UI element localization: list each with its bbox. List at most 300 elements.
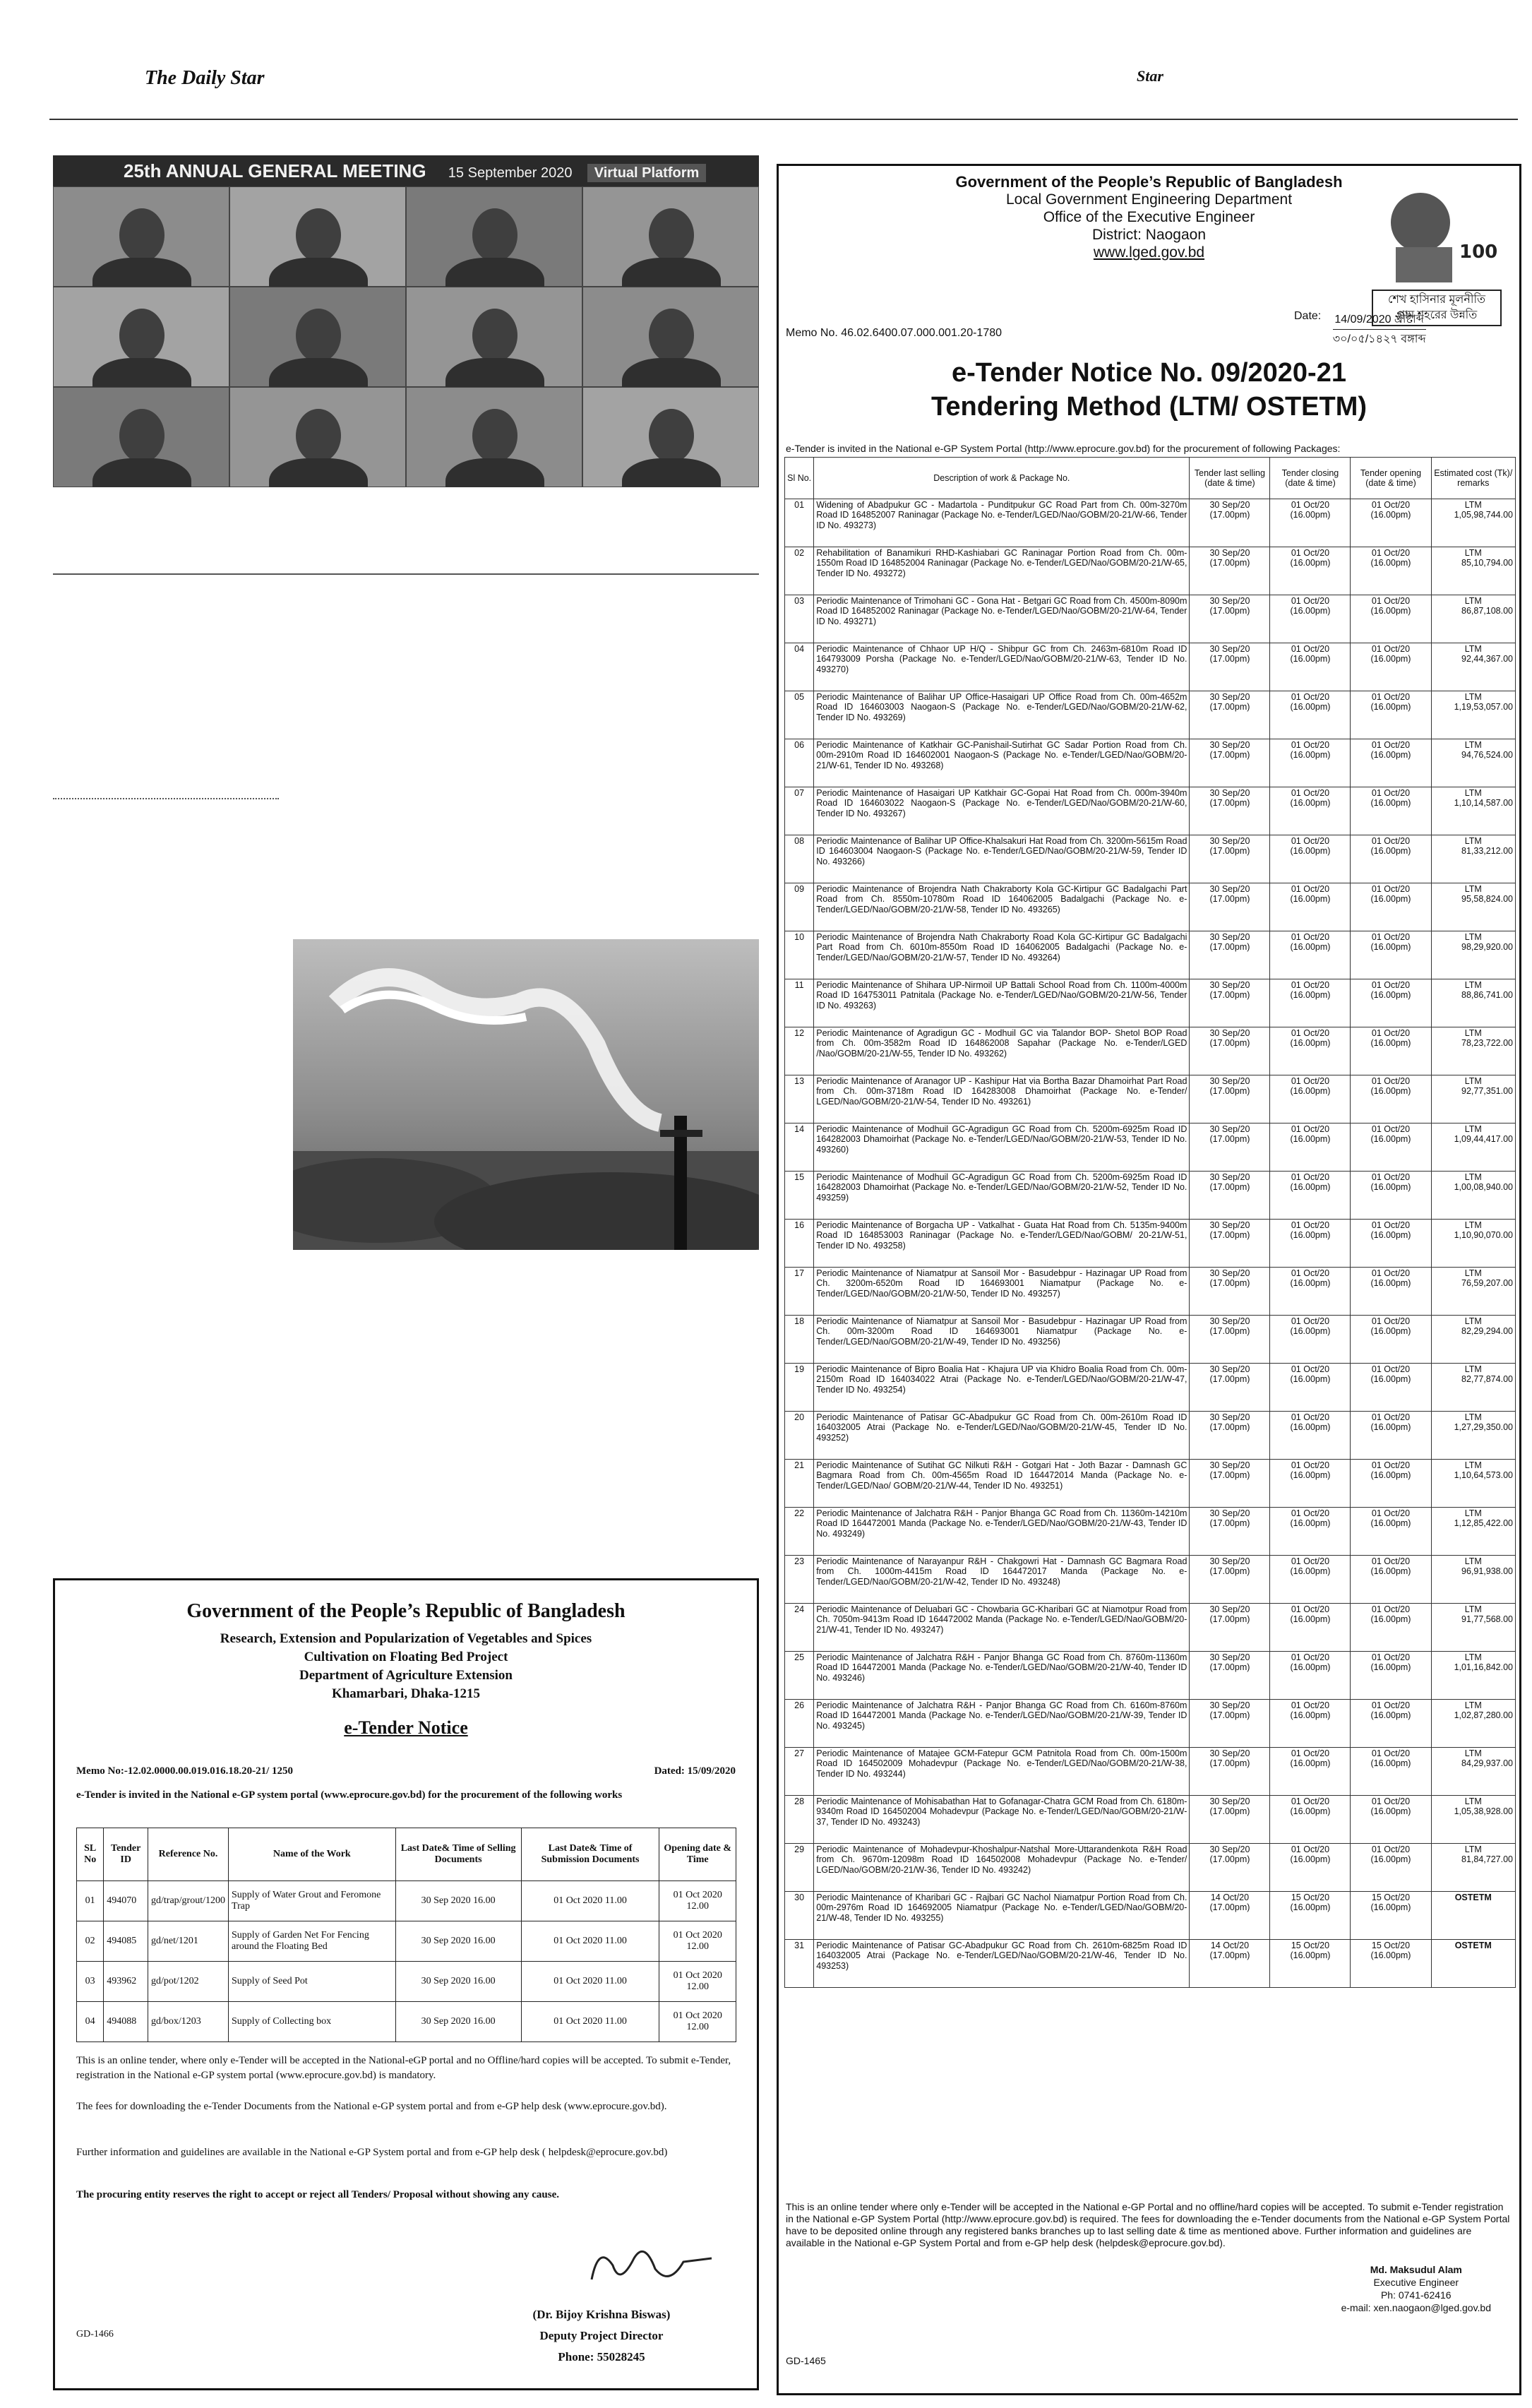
table-cell: 01 Oct 2020 12.00 xyxy=(659,1881,736,1921)
closing-date-cell: 01 Oct/20 (16.00pm) xyxy=(1270,1220,1351,1268)
cost-cell xyxy=(1431,1748,1515,1796)
masthead-right: Star xyxy=(1137,67,1163,85)
participant-body xyxy=(269,458,368,487)
opening-date-cell: 01 Oct/20 (16.00pm) xyxy=(1351,739,1431,787)
opening-date-cell: 01 Oct/20 (16.00pm) xyxy=(1351,883,1431,931)
serial-cell: 31 xyxy=(785,1940,814,1988)
opening-date-cell: 15 Oct/20 (16.00pm) xyxy=(1351,1940,1431,1988)
selling-date-cell: 30 Sep/20 (17.00pm) xyxy=(1190,595,1270,643)
tender-notice-number: e-Tender Notice No. 09/2020-21 xyxy=(952,358,1346,388)
description-cell: Periodic Maintenance of Niamatpur at Sansoil Mor - Basudebpur - Hazinagar UP Road from Ch. 00m-3200m Road ID 164693001 Niamatpur (Package No. e-Tender/LGED/Nao/GOBM/20-21/W-49, Tender ID No. 493256) xyxy=(814,1316,1190,1364)
closing-date-cell: 01 Oct/20 (16.00pm) xyxy=(1270,1604,1351,1652)
package-row xyxy=(785,1364,1516,1412)
opening-date-cell: 01 Oct/20 (16.00pm) xyxy=(1351,1027,1431,1075)
serial-cell: 20 xyxy=(785,1412,814,1460)
table-cell: 494070 xyxy=(104,1881,148,1921)
package-row xyxy=(785,1508,1516,1556)
cost-cell xyxy=(1431,979,1515,1027)
closing-date-cell: 01 Oct/20 (16.00pm) xyxy=(1270,1652,1351,1700)
cost-cell xyxy=(1431,1123,1515,1172)
method-label: LTM xyxy=(1464,692,1482,702)
method-label: LTM xyxy=(1464,1124,1482,1134)
date-label: Date: xyxy=(1294,310,1322,322)
participant xyxy=(119,409,164,463)
opening-date-cell: 01 Oct/20 (16.00pm) xyxy=(1351,1508,1431,1556)
serial-cell: 09 xyxy=(785,883,814,931)
cost-cell xyxy=(1431,1556,1515,1604)
description-cell: Periodic Maintenance of Brojendra Nath Chakraborty Road Kola GC-Kirtipur GC Badalgachi Part Road from Ch. 6010m-8550m Road ID 164062005 Badalgachi (Package No. e-Tender/LGED/Nao/GOBM/20-21/W-57, Tender ID No. 493264) xyxy=(814,931,1190,979)
cost-cell xyxy=(1431,1604,1515,1652)
column-header: Opening date & Time xyxy=(659,1828,736,1881)
opening-date-cell: 01 Oct/20 (16.00pm) xyxy=(1351,979,1431,1027)
package-row xyxy=(785,595,1516,643)
estimated-cost: 1,27,29,350.00 xyxy=(1454,1422,1513,1433)
notice-date: Dated: 15/09/2020 xyxy=(654,1765,736,1777)
package-row xyxy=(785,1027,1516,1075)
notice-sub2: Cultivation on Floating Bed Project xyxy=(304,1650,508,1664)
selling-date-cell: 30 Sep/20 (17.00pm) xyxy=(1190,1220,1270,1268)
estimated-cost: 1,00,08,940.00 xyxy=(1454,1182,1513,1193)
cost-cell xyxy=(1431,595,1515,643)
closing-date-cell: 01 Oct/20 (16.00pm) xyxy=(1270,499,1351,547)
participant-body xyxy=(445,458,544,487)
memo-number: Memo No:-12.02.0000.00.019.016.18.20-21/ 1250 xyxy=(76,1765,294,1777)
description-cell: Widening of Abadpukur GC - Madartola - Punditpukur GC Road Part from Ch. 00m-3270m Road ID 164852007 Raninagar (Package No. e-Tender/LGED/Nao/GOBM/20-21/W-66, Tender ID No. 493273) xyxy=(814,499,1190,547)
description-cell: Periodic Maintenance of Kharibari GC - Rajbari GC Nachol Niamatpur Portion Road from Ch. 00m-2976m Road ID 164692005 Niamatpur (Package No. e-Tender/LGED/Nao/GOBM/20-21/W-48, Tender ID No. 493255) xyxy=(814,1892,1190,1940)
dae-tender-table xyxy=(76,1828,736,2042)
estimated-cost: 82,29,294.00 xyxy=(1461,1326,1513,1337)
participant-body xyxy=(622,458,721,487)
description-cell: Periodic Maintenance of Modhuil GC-Agradigun GC Road from Ch. 5200m-6925m Road ID 164282003 Dhamoirhat (Package No. e-Tender/LGED/Nao/GOBM/20-21/W-52, Tender ID No. 493259) xyxy=(814,1172,1190,1220)
selling-date-cell: 30 Sep/20 (17.00pm) xyxy=(1190,1508,1270,1556)
cost-cell xyxy=(1431,739,1515,787)
video-tile xyxy=(229,387,406,487)
serial-cell: 26 xyxy=(785,1700,814,1748)
table-cell: 01 Oct 2020 12.00 xyxy=(659,1962,736,2002)
opening-date-cell: 01 Oct/20 (16.00pm) xyxy=(1351,691,1431,739)
description-cell: Periodic Maintenance of Patisar GC-Abadpukur GC Road from Ch. 2610m-6825m Road ID 164032005 Atrai (Package No. e-Tender/LGED/Nao/GOBM/20-21/W-46, Tender ID No. 493253) xyxy=(814,1940,1190,1988)
estimated-cost: 1,19,53,057.00 xyxy=(1454,702,1513,713)
cost-cell xyxy=(1431,1508,1515,1556)
method-label: LTM xyxy=(1464,644,1482,654)
estimated-cost: 88,86,741.00 xyxy=(1461,990,1513,1001)
table-cell: Supply of Garden Net For Fencing around the Floating Bed xyxy=(229,1921,396,1962)
video-tile xyxy=(582,186,759,287)
video-tile xyxy=(582,287,759,387)
cost-cell xyxy=(1431,1652,1515,1700)
table-row xyxy=(77,1881,736,1921)
package-row xyxy=(785,883,1516,931)
serial-cell: 15 xyxy=(785,1172,814,1220)
estimated-cost: 91,77,568.00 xyxy=(1461,1614,1513,1625)
description-cell: Periodic Maintenance of Balihar UP Office-Khalsakuri Hat Road from Ch. 3200m-5615m Road ID 164603004 Naogaon-S (Package No. e-Tender/LGED/Nao/GOBM/20-21/W-59, Tender ID No. 493266) xyxy=(814,835,1190,883)
table-cell: 494088 xyxy=(104,2002,148,2042)
package-row xyxy=(785,1075,1516,1123)
column-header: Sl No. xyxy=(785,458,814,499)
participant xyxy=(649,208,694,262)
lged-sig-title: Executive Engineer xyxy=(1373,2277,1459,2288)
flare-photo xyxy=(293,939,759,1250)
package-row xyxy=(785,499,1516,547)
column-header: Estimated cost (Tk)/ remarks xyxy=(1431,458,1515,499)
opening-date-cell: 01 Oct/20 (16.00pm) xyxy=(1351,931,1431,979)
closing-date-cell: 15 Oct/20 (16.00pm) xyxy=(1270,1940,1351,1988)
opening-date-cell: 01 Oct/20 (16.00pm) xyxy=(1351,595,1431,643)
closing-date-cell: 01 Oct/20 (16.00pm) xyxy=(1270,1316,1351,1364)
agm-photo xyxy=(53,155,759,487)
participant xyxy=(649,409,694,463)
serial-cell: 19 xyxy=(785,1364,814,1412)
lged-signatory xyxy=(1341,2263,1491,2314)
estimated-cost: 81,33,212.00 xyxy=(1461,846,1513,857)
selling-date-cell: 30 Sep/20 (17.00pm) xyxy=(1190,931,1270,979)
opening-date-cell: 01 Oct/20 (16.00pm) xyxy=(1351,1556,1431,1604)
cost-cell xyxy=(1431,499,1515,547)
lged-district: District: Naogaon xyxy=(1091,227,1207,243)
serial-cell: 01 xyxy=(785,499,814,547)
serial-cell: 10 xyxy=(785,931,814,979)
lged-website[interactable]: www.lged.gov.bd xyxy=(1093,244,1205,261)
participant xyxy=(472,409,517,463)
lged-date-block xyxy=(1294,310,1426,349)
participant xyxy=(472,309,517,362)
method-label: LTM xyxy=(1464,1700,1482,1710)
dotted-line xyxy=(53,798,279,799)
serial-cell: 08 xyxy=(785,835,814,883)
opening-date-cell: 01 Oct/20 (16.00pm) xyxy=(1351,499,1431,547)
package-row xyxy=(785,931,1516,979)
closing-date-cell: 01 Oct/20 (16.00pm) xyxy=(1270,979,1351,1027)
serial-cell: 22 xyxy=(785,1508,814,1556)
video-tile xyxy=(582,387,759,487)
banner-platform: Virtual Platform xyxy=(587,164,707,182)
serial-cell: 18 xyxy=(785,1316,814,1364)
table-cell: 30 Sep 2020 16.00 xyxy=(395,1921,521,1962)
serial-cell: 13 xyxy=(785,1075,814,1123)
estimated-cost: 98,29,920.00 xyxy=(1461,942,1513,953)
package-row xyxy=(785,835,1516,883)
participant xyxy=(296,309,341,362)
opening-date-cell: 01 Oct/20 (16.00pm) xyxy=(1351,1316,1431,1364)
package-row xyxy=(785,787,1516,835)
description-cell: Rehabilitation of Banamikuri RHD-Kashiabari GC Raninagar Portion Road from Ch. 00m-1550m Road ID 164852004 Raninagar (Package No. e-Tender/LGED/Nao/GOBM/20-21/W-65, Tender ID No. 493272) xyxy=(814,547,1190,595)
package-row xyxy=(785,1460,1516,1508)
closing-date-cell: 01 Oct/20 (16.00pm) xyxy=(1270,1172,1351,1220)
estimated-cost: 1,05,38,928.00 xyxy=(1454,1806,1513,1817)
estimated-cost: 92,44,367.00 xyxy=(1461,654,1513,664)
estimated-cost: 78,23,722.00 xyxy=(1461,1038,1513,1049)
method-label: LTM xyxy=(1464,1508,1482,1518)
method-label: LTM xyxy=(1464,1796,1482,1806)
signatory-name: (Dr. Bijoy Krishna Biswas) xyxy=(532,2308,671,2321)
cost-cell xyxy=(1431,1844,1515,1892)
description-cell: Periodic Maintenance of Modhuil GC-Agradigun GC Road from Ch. 5200m-6925m Road ID 164282003 Dhamoirhat (Package No. e-Tender/LGED/Nao/GOBM/20-21/W-53, Tender ID No. 493260) xyxy=(814,1123,1190,1172)
video-tile xyxy=(53,387,229,487)
table-cell: gd/pot/1202 xyxy=(148,1962,229,2002)
closing-date-cell: 01 Oct/20 (16.00pm) xyxy=(1270,1412,1351,1460)
package-row xyxy=(785,691,1516,739)
table-cell: 03 xyxy=(77,1962,104,2002)
opening-date-cell: 01 Oct/20 (16.00pm) xyxy=(1351,1748,1431,1796)
opening-date-cell: 01 Oct/20 (16.00pm) xyxy=(1351,1796,1431,1844)
lged-sig-name: Md. Maksudul Alam xyxy=(1370,2264,1462,2275)
method-label: OSTETM xyxy=(1454,1941,1492,1950)
table-cell: 01 Oct 2020 12.00 xyxy=(659,2002,736,2042)
video-tile xyxy=(406,287,582,387)
table-cell: 01 Oct 2020 11.00 xyxy=(521,1921,659,1962)
participant-body xyxy=(92,458,191,487)
selling-date-cell: 30 Sep/20 (17.00pm) xyxy=(1190,1700,1270,1748)
date-gregorian: 14/09/2020 খ্রীষ্টাব্দ xyxy=(1333,310,1426,330)
selling-date-cell: 30 Sep/20 (17.00pm) xyxy=(1190,1556,1270,1604)
table-cell: 01 Oct 2020 11.00 xyxy=(521,2002,659,2042)
closing-date-cell: 01 Oct/20 (16.00pm) xyxy=(1270,1700,1351,1748)
package-row xyxy=(785,1172,1516,1220)
closing-date-cell: 01 Oct/20 (16.00pm) xyxy=(1270,883,1351,931)
selling-date-cell: 30 Sep/20 (17.00pm) xyxy=(1190,883,1270,931)
description-cell: Periodic Maintenance of Trimohani GC - Gona Hat - Betgari GC Road from Ch. 4500m-8090m Road ID 164852002 Raninagar (Package No. e-Tender/LGED/Nao/GOBM/20-21/W-64, Tender ID No. 493271) xyxy=(814,595,1190,643)
method-label: LTM xyxy=(1464,1412,1482,1422)
method-label: OSTETM xyxy=(1454,1893,1492,1902)
selling-date-cell: 30 Sep/20 (17.00pm) xyxy=(1190,1316,1270,1364)
opening-date-cell: 01 Oct/20 (16.00pm) xyxy=(1351,835,1431,883)
svg-text:100: 100 xyxy=(1459,242,1498,263)
slogan-line1: শেখ হাসিনার মূলনীতি xyxy=(1387,294,1486,306)
serial-cell: 05 xyxy=(785,691,814,739)
signature-mark xyxy=(578,2237,719,2294)
package-row xyxy=(785,1892,1516,1940)
participant xyxy=(472,208,517,262)
closing-date-cell: 01 Oct/20 (16.00pm) xyxy=(1270,1844,1351,1892)
cost-cell xyxy=(1431,883,1515,931)
estimated-cost: 1,01,16,842.00 xyxy=(1454,1662,1513,1673)
opening-date-cell: 01 Oct/20 (16.00pm) xyxy=(1351,1460,1431,1508)
lged-sig-phone: Ph: 0741-62416 xyxy=(1380,2289,1452,2301)
estimated-cost: 76,59,207.00 xyxy=(1461,1278,1513,1289)
serial-cell: 29 xyxy=(785,1844,814,1892)
method-label: LTM xyxy=(1464,548,1482,558)
banner-title: 25th ANNUAL GENERAL MEETING xyxy=(124,160,426,181)
serial-cell: 02 xyxy=(785,547,814,595)
lged-dept: Local Government Engineering Department xyxy=(1005,191,1293,208)
cost-cell xyxy=(1431,643,1515,691)
method-label: LTM xyxy=(1464,1268,1482,1278)
closing-date-cell: 01 Oct/20 (16.00pm) xyxy=(1270,1796,1351,1844)
package-row xyxy=(785,1652,1516,1700)
selling-date-cell: 30 Sep/20 (17.00pm) xyxy=(1190,979,1270,1027)
closing-date-cell: 01 Oct/20 (16.00pm) xyxy=(1270,1123,1351,1172)
video-tile xyxy=(53,287,229,387)
table-cell: Supply of Water Grout and Feromone Trap xyxy=(229,1881,396,1921)
lged-package-table xyxy=(784,457,1516,1988)
closing-date-cell: 01 Oct/20 (16.00pm) xyxy=(1270,1508,1351,1556)
estimated-cost: 86,87,108.00 xyxy=(1461,606,1513,616)
selling-date-cell: 30 Sep/20 (17.00pm) xyxy=(1190,1796,1270,1844)
opening-date-cell: 01 Oct/20 (16.00pm) xyxy=(1351,1268,1431,1316)
lged-sig-email: e-mail: xen.naogaon@lged.gov.bd xyxy=(1341,2302,1491,2313)
method-label: LTM xyxy=(1464,884,1482,894)
closing-date-cell: 01 Oct/20 (16.00pm) xyxy=(1270,1364,1351,1412)
cost-cell xyxy=(1431,1075,1515,1123)
method-label: LTM xyxy=(1464,1556,1482,1566)
package-row xyxy=(785,1940,1516,1988)
lged-tender-notice xyxy=(777,164,1521,2395)
gd-code-right: GD-1465 xyxy=(786,2355,826,2366)
estimated-cost: 1,12,85,422.00 xyxy=(1454,1518,1513,1529)
package-row xyxy=(785,979,1516,1027)
method-label: LTM xyxy=(1464,836,1482,846)
estimated-cost: 81,84,727.00 xyxy=(1461,1854,1513,1865)
table-cell: 01 xyxy=(77,1881,104,1921)
description-cell: Periodic Maintenance of Aranagor UP - Kashipur Hat via Bortha Bazar Dhamoirhat Part Road from Ch. 00m-3718m Road ID 164283008 Dhamoirhat (Package No. e-Tender/ LGED/Nao/GOBM/20-21/W-54, Tender ID No. 493261) xyxy=(814,1075,1190,1123)
closing-date-cell: 01 Oct/20 (16.00pm) xyxy=(1270,1556,1351,1604)
serial-cell: 28 xyxy=(785,1796,814,1844)
notice-para-fees: The fees for downloading the e-Tender Documents from the National e-GP system portal and from e-GP help desk (www.eprocure.gov.bd). xyxy=(76,2101,667,2112)
table-cell: gd/box/1203 xyxy=(148,2002,229,2042)
method-label: LTM xyxy=(1464,1652,1482,1662)
package-row xyxy=(785,1412,1516,1460)
method-label: LTM xyxy=(1464,788,1482,798)
closing-date-cell: 01 Oct/20 (16.00pm) xyxy=(1270,1460,1351,1508)
cost-cell xyxy=(1431,1412,1515,1460)
closing-date-cell: 01 Oct/20 (16.00pm) xyxy=(1270,1075,1351,1123)
opening-date-cell: 01 Oct/20 (16.00pm) xyxy=(1351,1604,1431,1652)
selling-date-cell: 30 Sep/20 (17.00pm) xyxy=(1190,739,1270,787)
opening-date-cell: 01 Oct/20 (16.00pm) xyxy=(1351,787,1431,835)
selling-date-cell: 30 Sep/20 (17.00pm) xyxy=(1190,1172,1270,1220)
package-row xyxy=(785,643,1516,691)
notice-intro: e-Tender is invited in the National e-GP system portal (www.eprocure.gov.bd) for the procurement of the following works xyxy=(76,1789,623,1801)
cost-cell xyxy=(1431,1796,1515,1844)
package-row xyxy=(785,1123,1516,1172)
table-cell: Supply of Seed Pot xyxy=(229,1962,396,2002)
notice-para-reserve: The procuring entity reserves the right to accept or reject all Tenders/ Proposal without showing any cause. xyxy=(76,2189,559,2200)
serial-cell: 11 xyxy=(785,979,814,1027)
column-header: Tender last selling (date & time) xyxy=(1190,458,1270,499)
serial-cell: 23 xyxy=(785,1556,814,1604)
mujib-logo xyxy=(1382,180,1502,286)
package-row xyxy=(785,1844,1516,1892)
column-header: Tender ID xyxy=(104,1828,148,1881)
closing-date-cell: 01 Oct/20 (16.00pm) xyxy=(1270,1748,1351,1796)
selling-date-cell: 30 Sep/20 (17.00pm) xyxy=(1190,1364,1270,1412)
lged-memo: Memo No. 46.02.6400.07.000.001.20-1780 xyxy=(786,327,1003,339)
tendering-method: Tendering Method (LTM/ OSTETM) xyxy=(930,392,1368,422)
description-cell: Periodic Maintenance of Niamatpur at Sansoil Mor - Basudebpur - Hazinagar UP Road from Ch. 3200m-6520m Road ID 164693001 Niamatpur (Package No. e-Tender/LGED/Nao/GOBM/20-21/W-50, Tender ID No. 493257) xyxy=(814,1268,1190,1316)
estimated-cost: 82,77,874.00 xyxy=(1461,1374,1513,1385)
masthead-left: The Daily Star xyxy=(145,67,265,89)
cost-cell xyxy=(1431,1268,1515,1316)
selling-date-cell: 30 Sep/20 (17.00pm) xyxy=(1190,1123,1270,1172)
signatory-title: Deputy Project Director xyxy=(539,2329,664,2342)
participant xyxy=(119,208,164,262)
flare-illustration xyxy=(293,939,759,1250)
package-row xyxy=(785,1796,1516,1844)
cost-cell xyxy=(1431,835,1515,883)
description-cell: Periodic Maintenance of Jalchatra R&H - Panjor Bhanga GC Road from Ch. 8760m-11360m Road ID 164472001 Manda (Package No. e-Tender/LGED/Nao/GOBM/20-21/W-40, Tender ID No. 493246) xyxy=(814,1652,1190,1700)
package-row xyxy=(785,1316,1516,1364)
description-cell: Periodic Maintenance of Jalchatra R&H - Panjor Bhanga GC Road from Ch. 11360m-14210m Road ID 164472001 Manda (Package No. e-Tender/LGED/Nao/GOBM/20-21/W-43, Tender ID No. 493249) xyxy=(814,1508,1190,1556)
description-cell: Periodic Maintenance of Agradigun GC - Modhuil GC via Talandor BOP- Shetol BOP Road from Ch. 00m-3582m Road ID 164862008 Sapahar (Package No. e-Tender/LGED /Nao/GOBM/20-21/W-55, Tender ID No. 493262) xyxy=(814,1027,1190,1075)
estimated-cost: 1,10,90,070.00 xyxy=(1454,1230,1513,1241)
method-label: LTM xyxy=(1464,1076,1482,1086)
description-cell: Periodic Maintenance of Deluabari GC - Chowbaria GC-Kharibari GC at Niamotpur Road from Ch. 7050m-9413m Road ID 164472002 Manda (Package No. e-Tender/LGED/Nao/GOBM/20-21/W-41, Tender ID No. 493247) xyxy=(814,1604,1190,1652)
notice-heading: e-Tender Notice xyxy=(344,1717,468,1738)
package-row xyxy=(785,1700,1516,1748)
photo-banner xyxy=(53,155,759,186)
participant xyxy=(296,208,341,262)
notice-sub1: Research, Extension and Popularization of Vegetables and Spices xyxy=(220,1631,592,1646)
serial-cell: 14 xyxy=(785,1123,814,1172)
estimated-cost: 95,58,824.00 xyxy=(1461,894,1513,905)
serial-cell: 25 xyxy=(785,1652,814,1700)
serial-cell: 27 xyxy=(785,1748,814,1796)
selling-date-cell: 30 Sep/20 (17.00pm) xyxy=(1190,1268,1270,1316)
notice-title: Government of the People’s Republic of Bangladesh xyxy=(186,1600,626,1622)
cost-cell xyxy=(1431,1364,1515,1412)
estimated-cost: 1,10,14,587.00 xyxy=(1454,798,1513,809)
column-header: Last Date& Time of Selling Documents xyxy=(395,1828,521,1881)
description-cell: Periodic Maintenance of Matajee GCM-Fatepur GCM Patnitola Road from Ch. 00m-1500m Road ID 164502009 Mohadevpur (Package No. e-Tender/LGED/Nao/GOBM/20-21/W-38, Tender ID No. 493244) xyxy=(814,1748,1190,1796)
opening-date-cell: 01 Oct/20 (16.00pm) xyxy=(1351,1075,1431,1123)
description-cell: Periodic Maintenance of Mohisabathan Hat to Gofanagar-Chatra GCM Road from Ch. 6180m-9340m Road ID 164502004 Mohadevpur (Package No. e-Tender/LGED/Nao/GOBM/20-21/W-37, Tender ID No. 493243) xyxy=(814,1796,1190,1844)
cost-cell xyxy=(1431,1220,1515,1268)
cost-cell xyxy=(1431,691,1515,739)
description-cell: Periodic Maintenance of Balihar UP Office-Hasaigari UP Office Road from Ch. 00m-4652m Road ID 164603003 Naogaon-S (Package No. e-Tender/LGED/Nao/GOBM/20-21/W-62, Tender ID No. 493269) xyxy=(814,691,1190,739)
cost-cell xyxy=(1431,1316,1515,1364)
table-row xyxy=(77,1921,736,1962)
cost-cell xyxy=(1431,1172,1515,1220)
method-label: LTM xyxy=(1464,1460,1482,1470)
table-cell: 493962 xyxy=(104,1962,148,2002)
estimated-cost: 92,77,351.00 xyxy=(1461,1086,1513,1097)
gd-code-left: GD-1466 xyxy=(76,2329,114,2340)
column-header: Last Date& Time of Submission Documents xyxy=(521,1828,659,1881)
package-row xyxy=(785,1220,1516,1268)
table-cell: Supply of Collecting box xyxy=(229,2002,396,2042)
video-tile xyxy=(229,186,406,287)
table-cell: 494085 xyxy=(104,1921,148,1962)
table-cell: 01 Oct 2020 11.00 xyxy=(521,1962,659,2002)
notice-para-online: This is an online tender, where only e-Tender will be accepted in the National-eGP portal and no Offline/hard copies will be accepted. To submit e-Tender, registration in the National e-GP system portal (www.eprocure.gov.bd) is mandatory. xyxy=(76,2055,731,2081)
method-label: LTM xyxy=(1464,740,1482,750)
estimated-cost: 94,76,524.00 xyxy=(1461,750,1513,761)
cost-cell xyxy=(1431,1027,1515,1075)
table-cell: gd/trap/grout/1200 xyxy=(148,1881,229,1921)
table-row xyxy=(77,1962,736,2002)
video-tile xyxy=(53,186,229,287)
table-cell: 30 Sep 2020 16.00 xyxy=(395,1962,521,2002)
method-label: LTM xyxy=(1464,500,1482,510)
selling-date-cell: 30 Sep/20 (17.00pm) xyxy=(1190,1844,1270,1892)
opening-date-cell: 01 Oct/20 (16.00pm) xyxy=(1351,1700,1431,1748)
description-cell: Periodic Maintenance of Shihara UP-Nirmoil UP Battali School Road from Ch. 1100m-4000m Road ID 164753011 Patnitala (Package No. e-Tender/LGED/Nao/GOBM/20-21/W-56, Tender ID No. 493263) xyxy=(814,979,1190,1027)
selling-date-cell: 30 Sep/20 (17.00pm) xyxy=(1190,1652,1270,1700)
opening-date-cell: 15 Oct/20 (16.00pm) xyxy=(1351,1892,1431,1940)
video-tile xyxy=(406,387,582,487)
selling-date-cell: 14 Oct/20 (17.00pm) xyxy=(1190,1892,1270,1940)
notice-sub3: Department of Agriculture Extension xyxy=(299,1668,513,1683)
lged-intro: e-Tender is invited in the National e-GP System Portal (http://www.eprocure.gov.bd) for the procurement of following Packages: xyxy=(786,443,1341,454)
serial-cell: 06 xyxy=(785,739,814,787)
lged-title: Government of the People’s Republic of Bangladesh xyxy=(955,173,1343,191)
table-cell: 02 xyxy=(77,1921,104,1962)
column-header: Name of the Work xyxy=(229,1828,396,1881)
method-label: LTM xyxy=(1464,1028,1482,1038)
header-rule xyxy=(49,119,1518,120)
video-tile xyxy=(229,287,406,387)
opening-date-cell: 01 Oct/20 (16.00pm) xyxy=(1351,643,1431,691)
